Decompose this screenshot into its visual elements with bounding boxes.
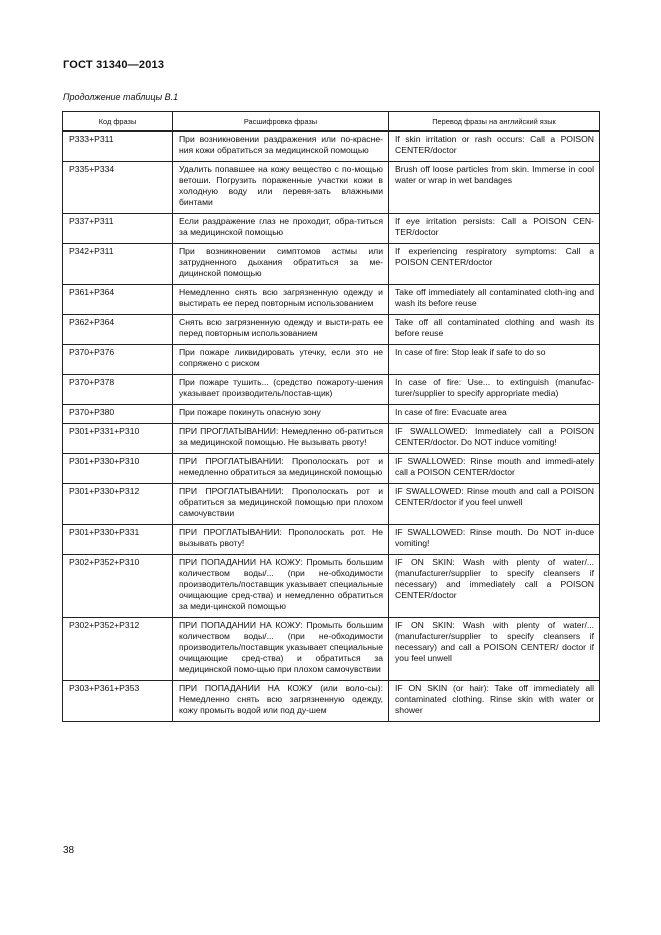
column-header-description: Расшифровка фразы (173, 112, 389, 132)
phrase-code: P301+P331+P310 (63, 424, 173, 454)
column-header-translation: Перевод фразы на английский язык (389, 112, 600, 132)
phrase-code: P370+P380 (63, 405, 173, 424)
phrase-code: P301+P330+P310 (63, 454, 173, 484)
table-row (63, 424, 600, 454)
table-row (63, 618, 600, 681)
phrase-translation: IF SWALLOWED: Rinse mouth and call a POISON CENTER/doctor if you feel unwell (389, 484, 600, 525)
table-row (63, 285, 600, 315)
table-row (63, 525, 600, 555)
phrase-code: P370+P376 (63, 345, 173, 375)
table-row (63, 244, 600, 285)
phrase-translation: Take off all contaminated clothing and wash its before reuse (389, 315, 600, 345)
phrase-description: ПРИ ПОПАДАНИИ НА КОЖУ (или воло-сы): Немедленно снять всю загрязненную одежду, кожу промыть водой или под ду-шем (173, 681, 389, 722)
table-row (63, 484, 600, 525)
phrase-code: P342+P311 (63, 244, 173, 285)
phrase-code: P301+P330+P331 (63, 525, 173, 555)
phrase-description: ПРИ ПРОГЛАТЫВАНИИ: Прополоскать рот и обратиться за медицинской помощью при плохом самочувствии (173, 484, 389, 525)
phrase-code: P303+P361+P353 (63, 681, 173, 722)
phrase-translation: In case of fire: Stop leak if safe to do so (389, 345, 600, 375)
phrase-description: При возникновении раздражения или по-краснения кожи обратиться за медицинской помощью (173, 131, 389, 162)
table-row (63, 681, 600, 722)
phrase-code: P362+P364 (63, 315, 173, 345)
phrase-description: При пожаре покинуть опасную зону (173, 405, 389, 424)
phrase-description: ПРИ ПРОГЛАТЫВАНИИ: Прополоскать рот и немедленно обратиться за медицинской помощью (173, 454, 389, 484)
phrase-code: P361+P364 (63, 285, 173, 315)
phrase-code: P302+P352+P310 (63, 555, 173, 618)
phrase-description: ПРИ ПОПАДАНИИ НА КОЖУ: Промыть большим количеством воды/... (при не-обходимости производитель/поставщик указывает специальные очищающие сред-ства) и немедленно обратиться за меди-цинской помощью (173, 555, 389, 618)
phrase-code: P333+P311 (63, 131, 173, 162)
phrase-translation: Brush off loose particles from skin. Immerse in cool water or wrap in wet bandages (389, 162, 600, 214)
phrase-translation: IF ON SKIN: Wash with plenty of water/... (manufacturer/supplier to specify cleansers if necessary) and call a POISON CENTER/ doctor if you feel unwell (389, 618, 600, 681)
phrase-code: P370+P378 (63, 375, 173, 405)
table-row (63, 315, 600, 345)
table-row (63, 214, 600, 244)
table-row (63, 162, 600, 214)
phrase-code: P335+P334 (63, 162, 173, 214)
phrase-description: Если раздражение глаз не проходит, обра-титься за медицинской помощью (173, 214, 389, 244)
table-row (63, 405, 600, 424)
column-header-code: Код фразы (63, 112, 173, 132)
phrase-description: При пожаре ликвидировать утечку, если это не сопряжено с риском (173, 345, 389, 375)
table-row (63, 454, 600, 484)
phrase-translation: Take off immediately all contaminated cloth-ing and wash its before reuse (389, 285, 600, 315)
phrase-description: Удалить попавшее на кожу вещество с по-мощью ветоши. Погрузить пораженные участки кожи в холодную воду или перевя-зать влажными бинтами (173, 162, 389, 214)
table-header-row (63, 112, 600, 132)
phrase-description: ПРИ ПРОГЛАТЫВАНИИ: Прополоскать рот. Не вызывать рвоту! (173, 525, 389, 555)
phrase-description: ПРИ ПРОГЛАТЫВАНИИ: Немедленно об-ратиться за медицинской помощью. Не вызывать рвоту! (173, 424, 389, 454)
phrase-translation: IF SWALLOWED: Rinse mouth and immedi-ately call a POISON CENTER/doctor (389, 454, 600, 484)
phrase-description: Снять всю загрязненную одежду и высти-рать ее перед повторным использованием (173, 315, 389, 345)
phrase-translation: In case of fire: Evacuate area (389, 405, 600, 424)
phrase-description: При пожаре тушить... (средство пожароту-шения указывает производитель/постав-щик) (173, 375, 389, 405)
phrase-translation: IF ON SKIN: Wash with plenty of water/... (manufacturer/supplier to specify cleansers if necessary) and immediately call a POISON CENTER/doctor (389, 555, 600, 618)
phrase-translation: In case of fire: Use... to extinguish (manufac-turer/supplier to specify appropriate media) (389, 375, 600, 405)
phrase-description: Немедленно снять всю загрязненную одежду и выстирать ее перед повторным использованием (173, 285, 389, 315)
phrase-translation: If experiencing respiratory symptoms: Call a POISON CENTER/doctor (389, 244, 600, 285)
phrase-description: При возникновении симптомов астмы или затрудненного дыхания обратиться за ме-дицинской помощью (173, 244, 389, 285)
phrase-description: ПРИ ПОПАДАНИИ НА КОЖУ: Промыть большим количеством воды/... (при не-обходимости производитель/поставщик указывает специальные очищающие сред-ства) и обратиться за медицинской помо-щью при плохом самочувствии (173, 618, 389, 681)
standard-title: ГОСТ 31340—2013 (63, 59, 165, 71)
table-caption: Продолжение таблицы В.1 (63, 92, 179, 102)
phrase-code: P301+P330+P312 (63, 484, 173, 525)
phrase-translation: IF SWALLOWED: Immediately call a POISON CENTER/doctor. Do NOT induce vomiting! (389, 424, 600, 454)
page-number: 38 (63, 845, 75, 856)
phrases-table (62, 111, 600, 722)
phrase-translation: IF SWALLOWED: Rinse mouth. Do NOT in-duce vomiting! (389, 525, 600, 555)
phrase-translation: If skin irritation or rash occurs: Call a POISON CENTER/doctor (389, 131, 600, 162)
table-row (63, 345, 600, 375)
phrase-translation: If eye irritation persists: Call a POISON CEN-TER/doctor (389, 214, 600, 244)
phrase-code: P337+P311 (63, 214, 173, 244)
phrase-translation: IF ON SKIN (or hair): Take off immediately all contaminated clothing. Rinse skin with water or shower (389, 681, 600, 722)
phrase-code: P302+P352+P312 (63, 618, 173, 681)
table-row (63, 555, 600, 618)
table-row (63, 131, 600, 162)
table-row (63, 375, 600, 405)
